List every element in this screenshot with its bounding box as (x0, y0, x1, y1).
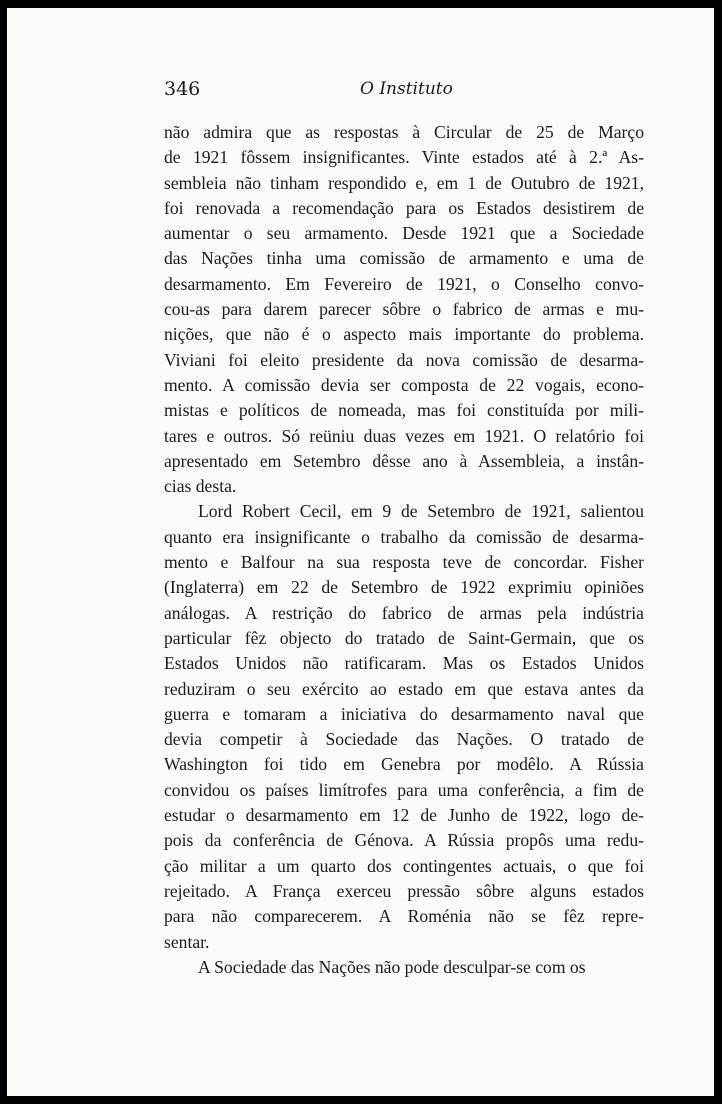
text-line: nições, que não é o aspecto mais importante do problema. (164, 324, 644, 345)
paragraph (164, 955, 644, 980)
text-line: das Nações tinha uma comissão de armamento e uma de (164, 248, 644, 269)
text-line: reduziram o seu exército ao estado em que estava antes da (164, 678, 644, 699)
text-line: desarmamento. Em Fevereiro de 1921, o Conselho convo- (164, 273, 644, 294)
text-line: aumentar o seu armamento. Desde 1921 que a Sociedade (164, 223, 644, 244)
text-line: não admira que as respostas à Circular de 25 de Março (164, 122, 644, 142)
text-line: de 1921 fôssem insignificantes. Vinte estados até à 2.ª As- (164, 147, 644, 168)
document-page (7, 8, 714, 1096)
text-line: quanto era insignificante o trabalho da comissão de desarma- (164, 526, 644, 547)
text-line: cias desta. (164, 476, 237, 497)
text-line: cou-as para darem parecer sôbre o fabrico de armas e mu- (164, 299, 644, 320)
page-number: 346 (164, 78, 201, 100)
text-line: Lord Robert Cecil, em 9 de Setembro de 1921, salientou (198, 501, 644, 522)
text-line: Washington foi tido em Genebra por modêlo. A Rússia (164, 754, 644, 775)
text-line: convidou os países limítrofes para uma conferência, a fim de (164, 779, 644, 800)
text-line: para não comparecerem. A Roménia não se fêz repre- (164, 906, 644, 927)
text-line: mento. A comissão devia ser composta de 22 vogais, econo- (164, 374, 644, 395)
text-line: guerra e tomaram a iniciativa do desarmamento naval que (164, 703, 644, 724)
text-line: estudar o desarmamento em 12 de Junho de 1922, logo de- (164, 805, 644, 826)
text-line: foi renovada a recomendação para os Estados desistirem de (164, 197, 644, 218)
text-line: pois da conferência de Génova. A Rússia propôs uma redu- (164, 830, 644, 851)
text-line: sembleia não tinham respondido e, em 1 de Outubro de 1921, (164, 172, 644, 193)
text-line: A Sociedade das Nações não pode desculpar-se com os (198, 956, 586, 977)
text-line: particular fêz objecto do tratado de Saint-Germain, que os (164, 627, 644, 648)
text-line: análogas. A restrição do fabrico de armas pela indústria (164, 602, 644, 623)
text-line: Viviani foi eleito presidente da nova comissão de desarma- (164, 349, 644, 370)
paragraph (164, 499, 644, 954)
text-line: ção militar a um quarto dos contingentes actuais, o que foi (164, 855, 644, 876)
text-line: mistas e políticos de nomeada, mas foi constituída por mili- (164, 400, 644, 421)
paragraph (164, 120, 644, 499)
text-line: devia competir à Sociedade das Nações. O tratado de (164, 729, 644, 750)
text-line: mento e Balfour na sua resposta teve de concordar. Fisher (164, 552, 644, 573)
text-line: apresentado em Setembro dêsse ano à Assembleia, a instân- (164, 450, 644, 471)
body-text (164, 120, 644, 980)
text-line: Estados Unidos não ratificaram. Mas os Estados Unidos (164, 653, 644, 674)
text-line: tares e outros. Só reüniu duas vezes em 1921. O relatório foi (164, 425, 644, 446)
text-line: rejeitado. A França exerceu pressão sôbre alguns estados (164, 880, 644, 901)
running-title: O Instituto (360, 79, 453, 99)
text-line: sentar. (164, 931, 210, 952)
page-header (164, 78, 644, 106)
text-line: (Inglaterra) em 22 de Setembro de 1922 exprimiu opiniões (164, 577, 644, 598)
